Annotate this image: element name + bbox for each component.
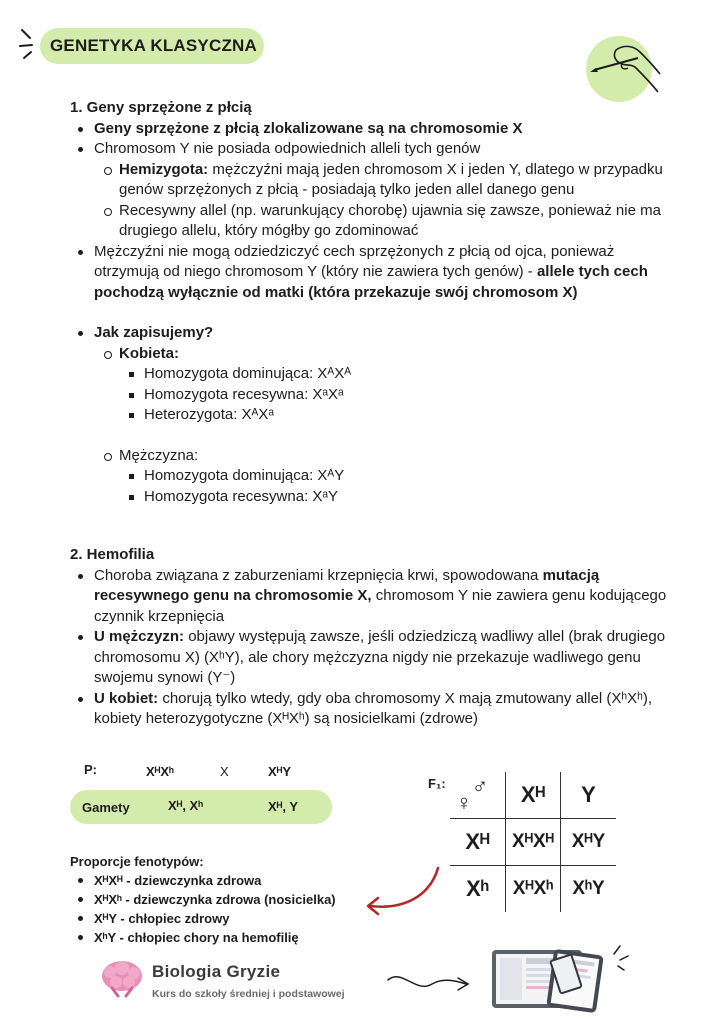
list-item [70, 689, 670, 730]
punnett-col-header: Y [581, 782, 596, 807]
list-item: Homozygota dominująca: XᴬY [70, 466, 670, 487]
gamety-label: Gamety [82, 800, 130, 815]
list-item: Geny sprzężone z płcią zlokalizowane są na chromosomie X [70, 119, 670, 140]
list-item: Jak zapisujemy? [70, 323, 670, 344]
main-content [70, 98, 670, 730]
list-item: XᴴY - chłopiec zdrowy [70, 909, 336, 928]
notation-list [70, 323, 670, 426]
list-item: XᴴXʰ - dziewczynka zdrowa (nosicielka) [70, 890, 336, 909]
devices-illustration-icon [488, 940, 636, 1018]
cross-p-male: XᴴY [268, 764, 292, 779]
list-item [70, 566, 670, 628]
list-item: Recesywny allel (np. warunkujący chorobę) ujawnia się zawsze, ponieważ nie ma drugiego allelu, który mógłby go zdominować [70, 201, 670, 242]
cross-p-female: XᴴXʰ [146, 764, 174, 779]
hemizygota-term: Hemizygota: [119, 160, 209, 178]
hemofilia-text: Choroba związana z zaburzeniami krzepnięcia krwi, spowodowana [94, 566, 543, 584]
punnett-row-header: Xᴴ [465, 829, 490, 854]
women-term: U kobiet: [94, 689, 159, 707]
curved-arrow-icon [360, 862, 444, 918]
cross-p-x: X [220, 764, 229, 779]
women-text: chorują tylko wtedy, gdy oba chromosomy X mają zmutowany allel (XʰXʰ), kobiety heterozygotyczne (XᴴXʰ) są nosicielkami (zdrowe) [94, 689, 653, 727]
punnett-row-header: Xʰ [466, 876, 489, 901]
list-item: XʰY - chłopiec chory na hemofilię [70, 928, 336, 947]
female-symbol-icon: ♀ [455, 790, 473, 815]
inheritance-text: Mężczyźni nie mogą odziedziczyć cech sprzężonych z płcią od ojca, ponieważ otrzymują od niego chromosom Y (który nie zawiera tych genów) - [94, 242, 615, 280]
gamety-female: Xᴴ, Xʰ [168, 798, 204, 813]
list-item: Chromosom Y nie posiada odpowiednich alleli tych genów [70, 139, 670, 160]
punnett-cell: XᴴY [571, 831, 606, 852]
proportions-list [70, 871, 336, 947]
list-item: Mężczyzna: [70, 446, 670, 467]
punnett-cell: XᴴXᴴ [512, 831, 554, 852]
page-title [40, 28, 264, 64]
writing-hand-icon [576, 30, 666, 102]
curved-arrow-icon [384, 966, 474, 1000]
proportions-heading: Proporcje fenotypów: [70, 854, 204, 869]
page-title-text: GENETYKA KLASYCZNA [50, 36, 257, 55]
brand-tagline: Kurs do szkoły średniej i podstawowej [152, 988, 345, 1000]
list-item: Kobieta: [70, 344, 670, 365]
brand-name: Biologia Gryzie [152, 962, 281, 981]
list-item [70, 627, 670, 689]
list-item: Homozygota recesywna: XᵃXᵃ [70, 385, 670, 406]
men-text: objawy występują zawsze, jeśli odziedziczą wadliwy allel (brak drugiego chromosomu X) (XʰY), ale chory mężczyzna nigdy nie przekazuje wadliwego genu swojemu synowi (Y⁻) [94, 628, 666, 686]
section2-list [70, 566, 670, 730]
men-term: U mężczyzn: [94, 628, 185, 645]
cross-p-label: P: [84, 762, 97, 777]
punnett-col-header: Xᴴ [520, 782, 546, 807]
list-item: XᴴXᴴ - dziewczynka zdrowa [70, 871, 336, 890]
hemofilia-text-2: chromosom Y nie zawiera genu kodującego czynnik krzepnięcia [94, 587, 667, 625]
proportions-block [70, 852, 336, 947]
sparkle-icon [18, 26, 40, 62]
punnett-cell: XʰY [572, 878, 605, 899]
list-item: Heterozygota: XᴬXᵃ [70, 405, 670, 426]
list-item [70, 160, 670, 201]
brain-logo-icon [98, 958, 146, 998]
punnett-square [450, 772, 616, 912]
male-symbol-icon: ♂ [471, 773, 489, 798]
section2-heading: 2. Hemofilia [70, 546, 155, 563]
list-item: Homozygota recesywna: XᵃY [70, 487, 670, 508]
inheritance-bold: allele tych cech pochodzą wyłącznie od matki (która przekazuje swój chromosom X) [94, 263, 648, 301]
gamety-male: Xᴴ, Y [268, 799, 298, 814]
punnett-label: F₁: [428, 776, 446, 791]
list-item [70, 242, 670, 304]
notation-male-list [70, 446, 670, 508]
hemizygota-text: mężczyźni mają jeden chromosom X i jeden Y, dlatego w przypadku genów sprzężonych z płcią - posiadają tylko jeden allel danego genu [119, 160, 663, 198]
hemofilia-bold: mutacją recesywnego genu na chromosomie X, [94, 566, 600, 604]
punnett-cell: XᴴXʰ [512, 878, 554, 899]
section1-list [70, 119, 670, 304]
section1-heading: 1. Geny sprzężone z płcią [70, 99, 252, 116]
list-item: Homozygota dominująca: XᴬXᴬ [70, 364, 670, 385]
